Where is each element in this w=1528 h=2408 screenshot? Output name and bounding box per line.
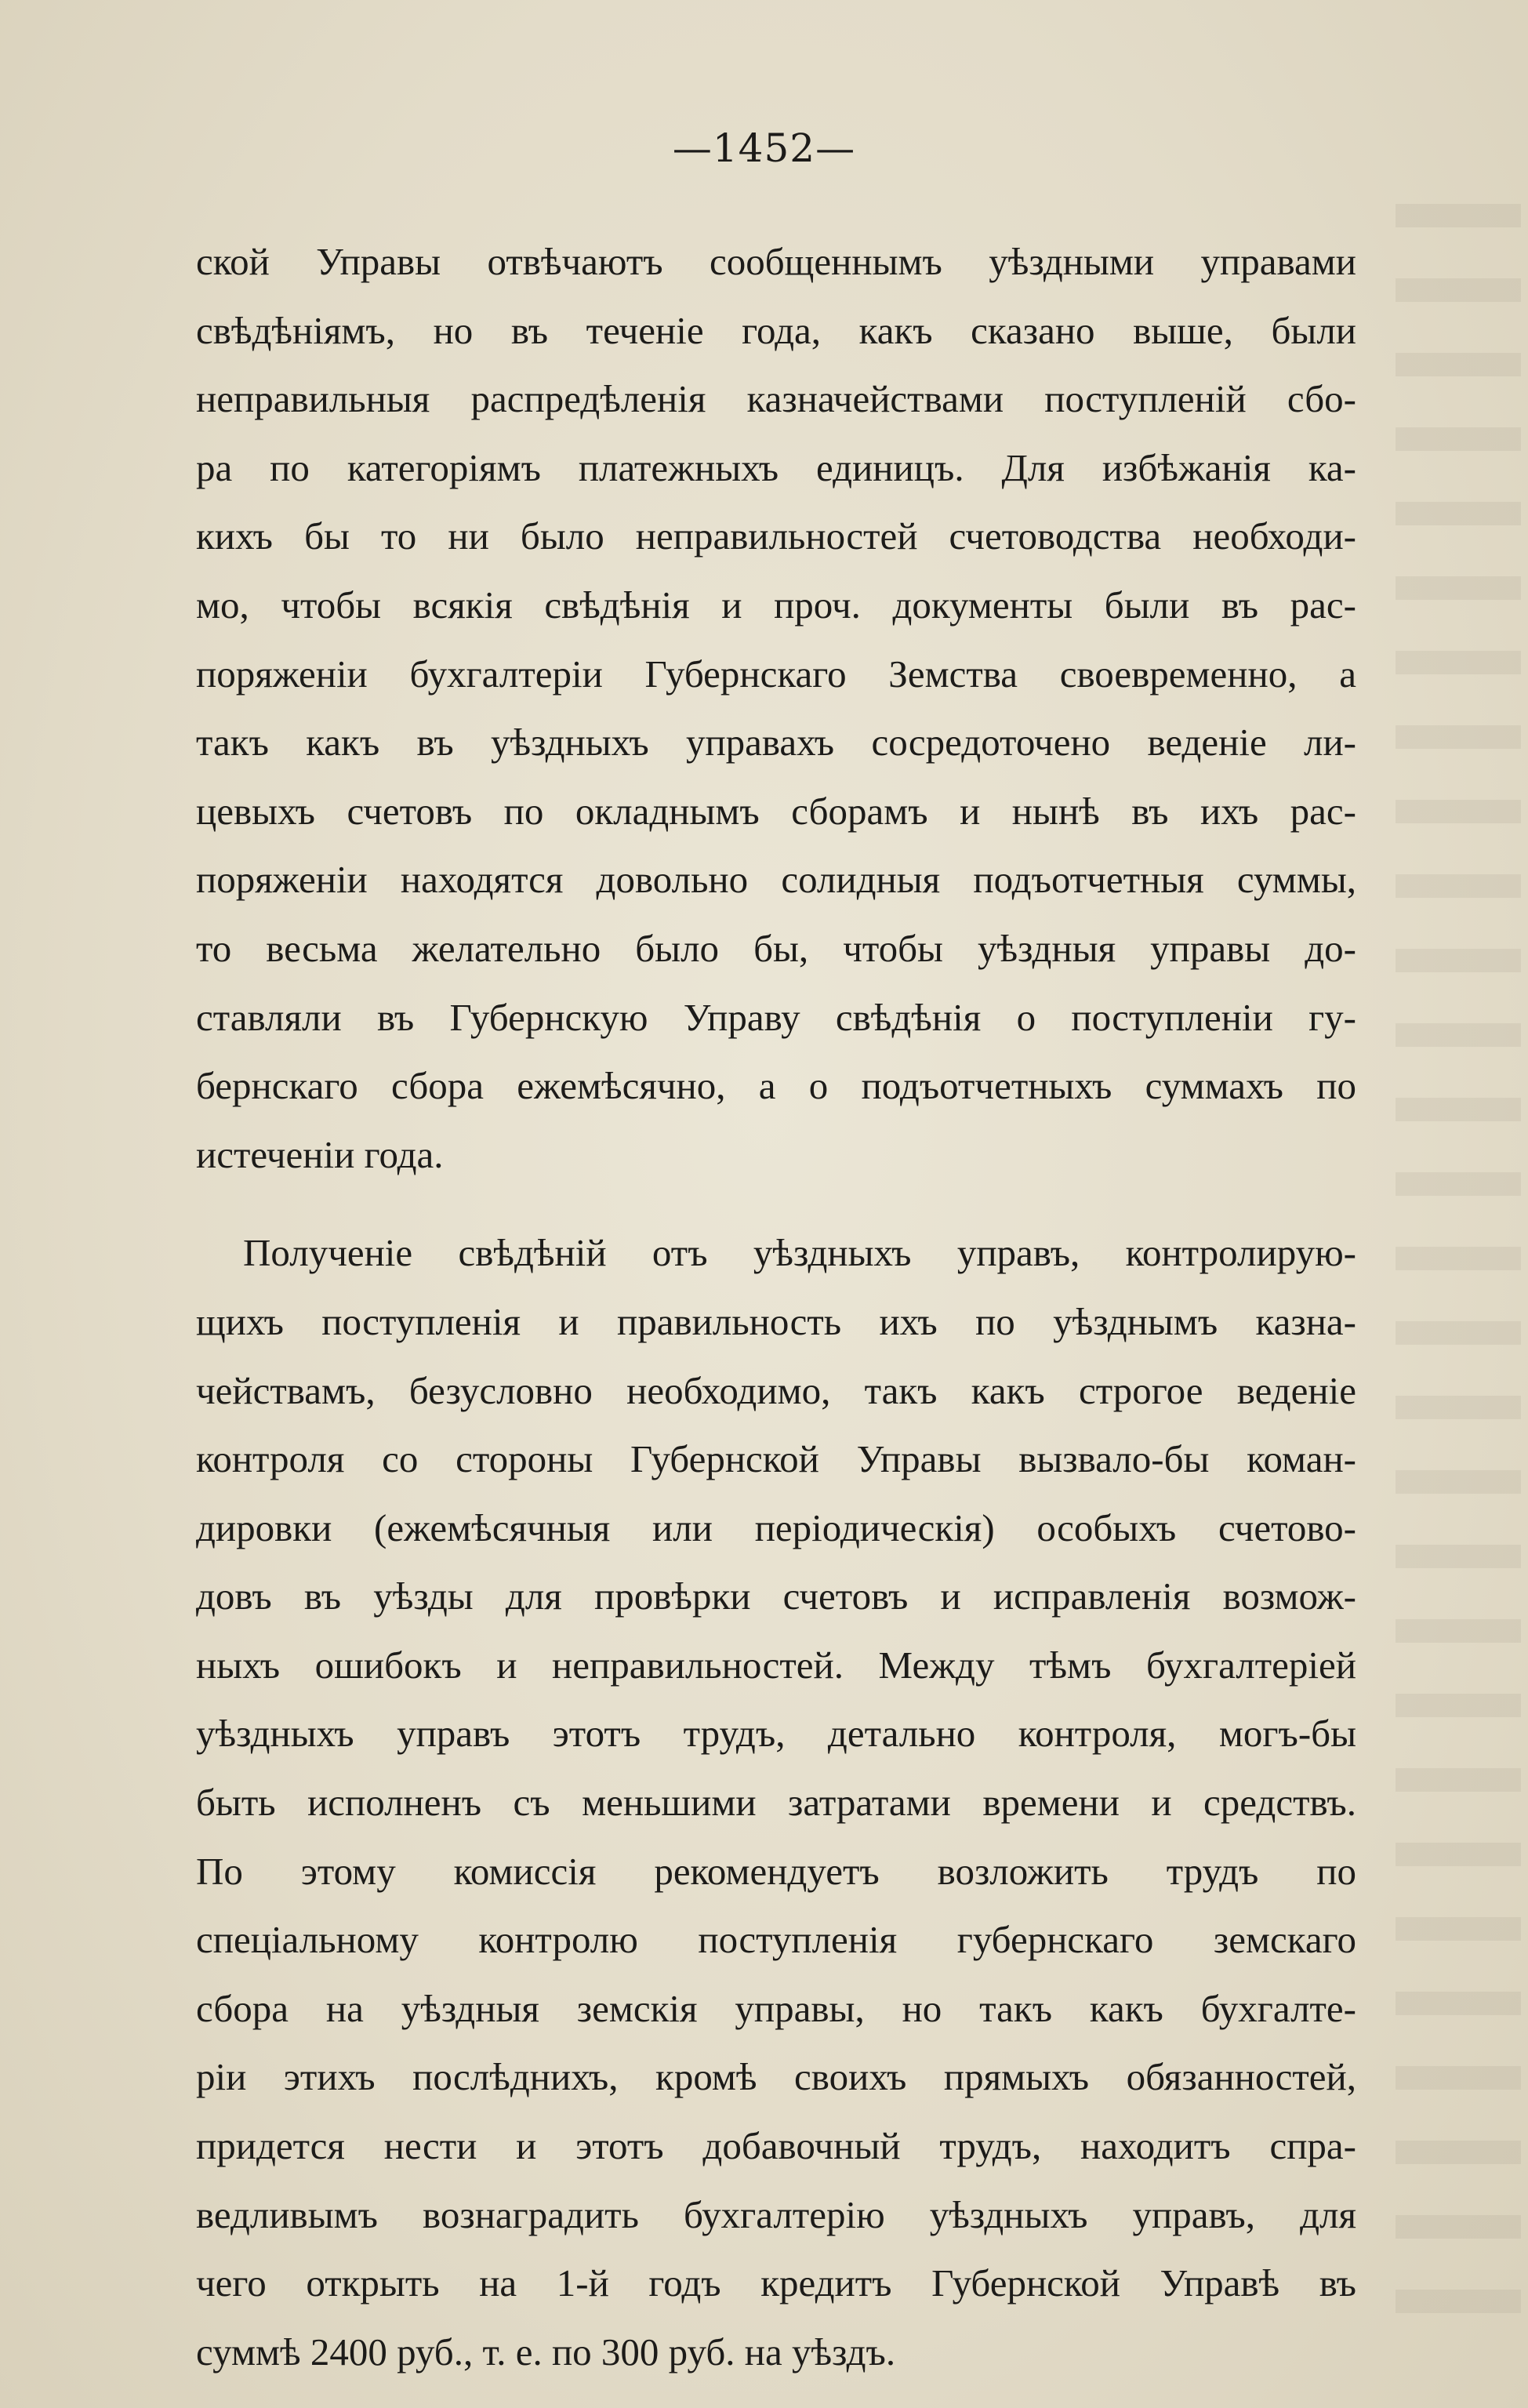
reverse-side-bleed-through xyxy=(1396,204,1521,2321)
text-line: суммѣ 2400 руб., т. е. по 300 руб. на уѣздъ. xyxy=(196,2330,896,2373)
text-line: чего открыть на 1-й годъ кредитъ Губернской Управѣ въ xyxy=(196,2261,1356,2305)
text-line: поряженіи находятся довольно солидныя подъотчетныя суммы, xyxy=(196,858,1356,902)
text-line: такъ какъ въ уѣздныхъ управахъ сосредоточено веденіе ли- xyxy=(196,721,1356,765)
text-line: неправильныя распредѣленія казначействами поступленій сбо- xyxy=(196,377,1356,421)
page-number: —1452— xyxy=(672,125,856,171)
text-line: сбора на уѣздныя земскія управы, но такъ какъ бухгалте- xyxy=(196,1986,1356,2030)
text-line: придется нести и этотъ добавочный трудъ, находитъ спра- xyxy=(196,2124,1356,2168)
body-text xyxy=(196,227,1356,2386)
text-line: цевыхъ счетовъ по окладнымъ сборамъ и нынѣ въ ихъ рас- xyxy=(196,789,1356,833)
text-line: ской Управы отвѣчаютъ сообщеннымъ уѣздными управами xyxy=(196,240,1356,283)
text-line: чействамъ, безусловно необходимо, такъ какъ строгое веденіе xyxy=(196,1368,1356,1412)
text-line: спеціальному контролю поступленія губернскаго земскаго xyxy=(196,1918,1356,1962)
text-line: ра по категоріямъ платежныхъ единицъ. Для избѣжанія ка- xyxy=(196,445,1356,489)
text-line: дировки (ежемѣсячныя или періодическія) особыхъ счетово- xyxy=(196,1505,1356,1549)
text-line: ведливымъ вознаградить бухгалтерію уѣздныхъ управъ, для xyxy=(196,2192,1356,2236)
text-line: Полученіе свѣдѣній отъ уѣздныхъ управъ, контролирую- xyxy=(243,1231,1356,1275)
text-line: мо, чтобы всякія свѣдѣнія и проч. документы были въ рас- xyxy=(196,583,1356,627)
text-line: быть исполненъ съ меньшими затратами времени и средствъ. xyxy=(196,1781,1356,1825)
text-line: щихъ поступленія и правильность ихъ по уѣзднымъ казна- xyxy=(196,1299,1356,1343)
text-line: бернскаго сбора ежемѣсячно, а о подъотчетныхъ суммахъ по xyxy=(196,1064,1356,1108)
text-line: свѣдѣніямъ, но въ теченіе года, какъ сказано выше, были xyxy=(196,308,1356,352)
text-line: ставляли въ Губернскую Управу свѣдѣнія о поступленіи гу- xyxy=(196,995,1356,1039)
text-line: уѣздныхъ управъ этотъ трудъ, детально контроля, могъ-бы xyxy=(196,1712,1356,1756)
text-line: поряженіи бухгалтеріи Губернскаго Земства своевременно, а xyxy=(196,652,1356,696)
text-line: истеченіи года. xyxy=(196,1132,444,1176)
text-line: кихъ бы то ни было неправильностей счетоводства необходи- xyxy=(196,514,1356,558)
text-line: ныхъ ошибокъ и неправильностей. Между тѣмъ бухгалтеріей xyxy=(196,1643,1356,1687)
text-line: то весьма желательно было бы, чтобы уѣздныя управы до- xyxy=(196,926,1356,970)
text-line: ріи этихъ послѣднихъ, кромѣ своихъ прямыхъ обязанностей, xyxy=(196,2055,1356,2099)
text-line: контроля со стороны Губернской Управы вызвало-бы коман- xyxy=(196,1437,1356,1481)
text-line: По этому комиссія рекомендуетъ возложить трудъ по xyxy=(196,1849,1356,1893)
paragraph-gap xyxy=(196,1189,1356,1219)
text-line: довъ въ уѣзды для провѣрки счетовъ и исправленія возмож- xyxy=(196,1574,1356,1618)
